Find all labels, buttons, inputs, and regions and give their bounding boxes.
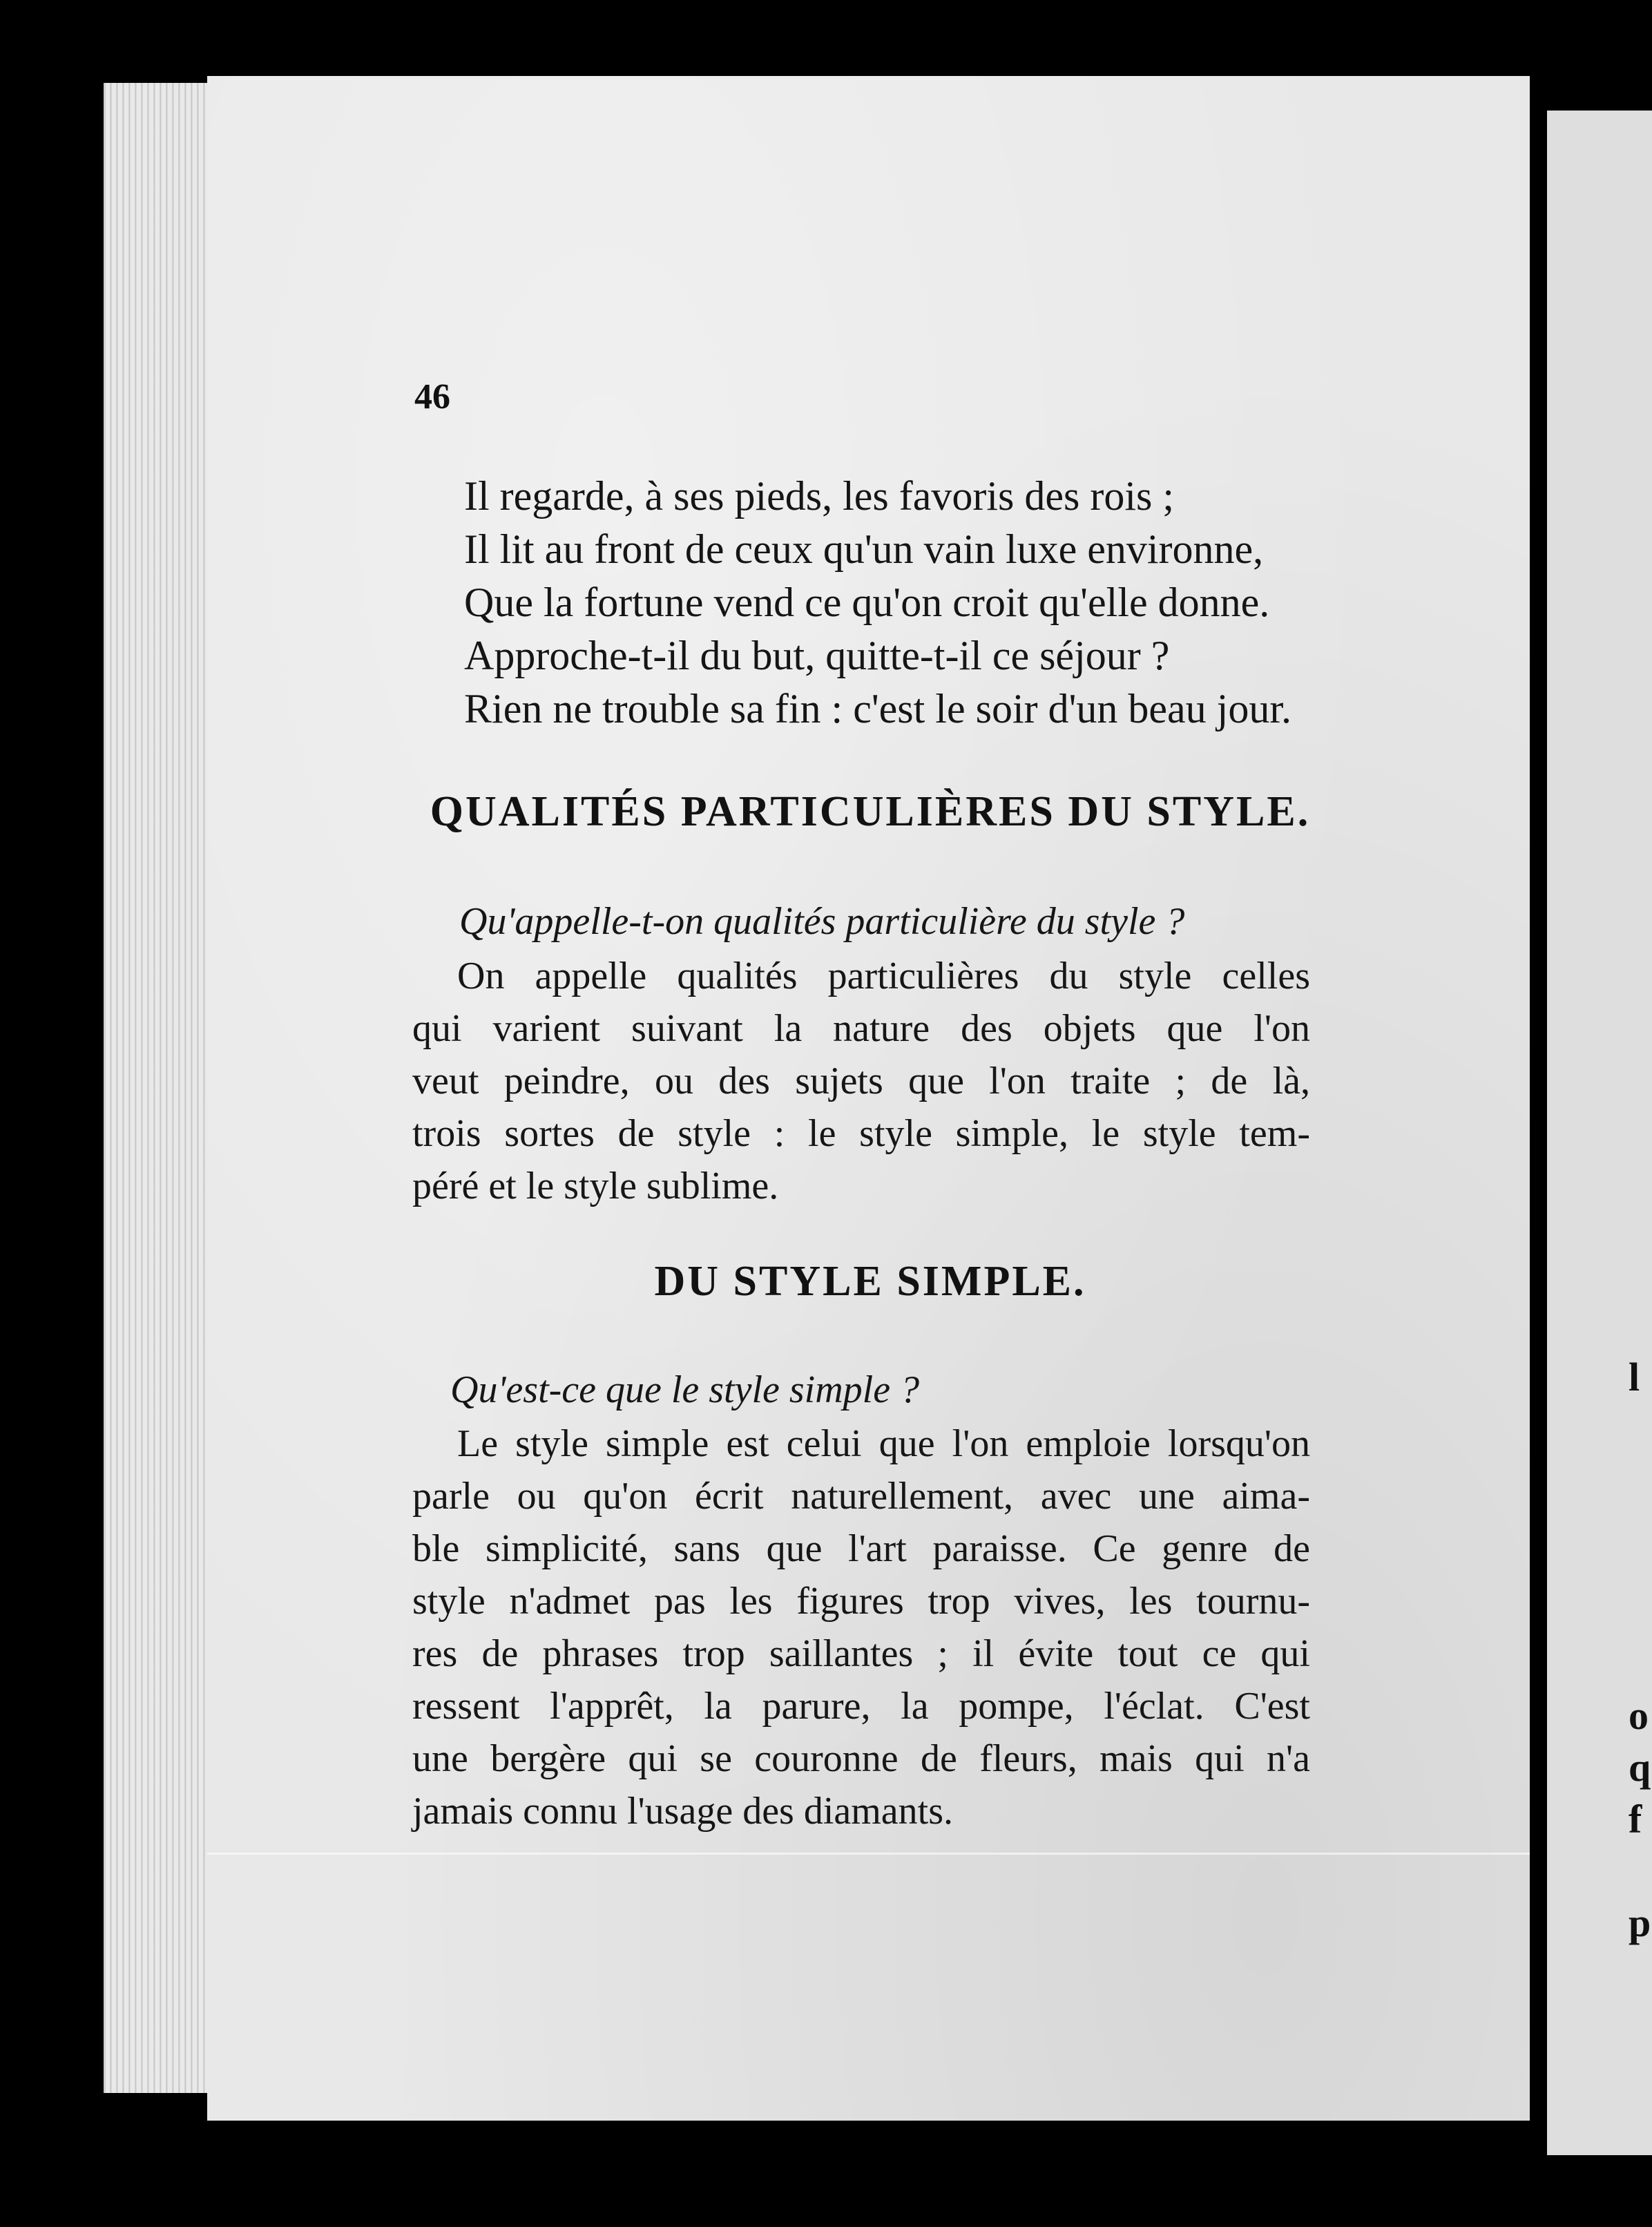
section-heading: DU STYLE SIMPLE. <box>654 1258 1086 1305</box>
verse-line: Approche-t-il du but, quitte-t-il ce séjour ? <box>464 633 1170 678</box>
paragraph-line: ble simplicité, sans que l'art paraisse. Ce genre de <box>412 1527 1310 1570</box>
paragraph-line: qui varient suivant la nature des objets que l'on <box>412 1007 1310 1050</box>
scan-fold-line <box>207 1853 1530 1855</box>
section-paragraph <box>412 950 1310 1212</box>
paragraph-line: ressent l'apprêt, la parure, la pompe, l'éclat. C'est <box>412 1685 1310 1728</box>
facing-page-fragment: o <box>1629 1693 1649 1738</box>
page-number: 46 <box>414 377 450 417</box>
facing-page-edge <box>1547 111 1652 2155</box>
paragraph-line: style n'admet pas les figures trop vives, les tournu- <box>412 1580 1310 1623</box>
section-question: Qu'est-ce que le style simple ? <box>450 1368 920 1411</box>
paragraph-line: péré et le style sublime. <box>412 1165 779 1207</box>
paragraph-line: trois sortes de style : le style simple, le style tem- <box>412 1112 1310 1155</box>
paragraph-line: jamais connu l'usage des diamants. <box>412 1790 954 1833</box>
verse-line: Rien ne trouble sa fin : c'est le soir d'un beau jour. <box>464 686 1292 732</box>
verse-block <box>464 470 1314 736</box>
facing-page-fragment: l <box>1629 1355 1640 1399</box>
paragraph-line: parle ou qu'on écrit naturellement, avec une aima- <box>412 1475 1310 1518</box>
section-heading: QUALITÉS PARTICULIÈRES DU STYLE. <box>430 788 1311 835</box>
verse-line: Que la fortune vend ce qu'on croit qu'elle donne. <box>464 580 1270 625</box>
paragraph-line: res de phrases trop saillantes ; il évite tout ce qui <box>412 1632 1310 1675</box>
facing-page-fragment: p <box>1629 1900 1651 1945</box>
paragraph-line: On appelle qualités particulières du style celles <box>457 955 1310 997</box>
facing-page-fragment: f <box>1629 1797 1642 1842</box>
book-page-edges <box>104 83 216 2093</box>
facing-page-fragment: q <box>1629 1745 1651 1790</box>
paragraph-line: veut peindre, ou des sujets que l'on traite ; de là, <box>412 1060 1310 1102</box>
paragraph-line: une bergère qui se couronne de fleurs, mais qui n'a <box>412 1737 1310 1780</box>
section-paragraph <box>412 1417 1310 1837</box>
verse-line: Il lit au front de ceux qu'un vain luxe environne, <box>464 526 1264 572</box>
section-question: Qu'appelle-t-on qualités particulière du style ? <box>459 900 1185 943</box>
verse-line: Il regarde, à ses pieds, les favoris des rois ; <box>464 473 1175 519</box>
paragraph-line: Le style simple est celui que l'on emploie lorsqu'on <box>457 1422 1310 1465</box>
